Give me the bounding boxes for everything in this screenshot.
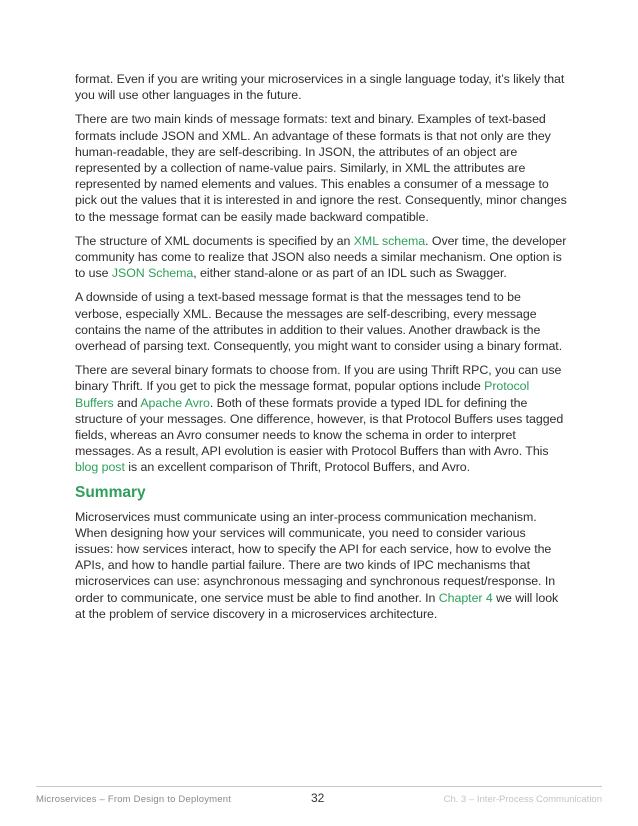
- paragraph-text: There are several binary formats to choose from. If you are using Thrift RPC, you can use binary Thrift. If you get to pick the message format, popular options include: [75, 363, 562, 394]
- paragraph-text: Microservices must communicate using an inter-process communication mechanism. When designing how your services will communicate, you need to consider various issues: how services interact, how to specify the API for each service, how to evolve the APIs, and how to handle partial failure. There are two kinds of IPC mechanisms that microservices can use: asynchronous messaging and synchronous request/response. In order to communicate, one service must be able to find another. In: [75, 509, 556, 605]
- protocol-buffers-link[interactable]: Protocol Buffers: [75, 379, 530, 410]
- summary-heading: Summary: [75, 483, 146, 501]
- page-footer: [36, 786, 602, 807]
- paragraph-text: we will look at the problem of service discovery in a microservices architecture.: [75, 590, 559, 621]
- page-content: [75, 71, 567, 630]
- json-schema-link[interactable]: JSON Schema: [111, 266, 194, 281]
- xml-schema-link[interactable]: XML schema: [353, 233, 426, 248]
- footer-book-title: Microservices – From Design to Deployment: [36, 794, 232, 805]
- paragraph-summary: [75, 509, 567, 622]
- paragraph-text: . Over time, the developer community has come to realize that JSON also needs a similar mechanism. One option is to use: [75, 233, 567, 281]
- page-number: 32: [311, 791, 325, 805]
- apache-avro-link[interactable]: Apache Avro: [140, 395, 210, 410]
- paragraph-text: . Both of these formats provide a typed IDL for defining the structure of your messages. One difference, however, is that Protocol Buffers uses tagged fields, whereas an Avro consumer needs to know the schema in order to interpret messages. As a result, API evolution is easier with Protocol Buffers than with Avro. This: [75, 395, 564, 459]
- chapter-4-link[interactable]: Chapter 4: [438, 590, 493, 605]
- paragraph-text: and: [113, 395, 141, 410]
- footer-row: [36, 787, 602, 807]
- paragraph-message-format-intro: format. Even if you are writing your microservices in a single language today, it’s likely that you will use other languages in the future.: [75, 72, 565, 103]
- paragraph-xml-schema: [75, 233, 567, 282]
- paragraph-text: is an excellent comparison of Thrift, Protocol Buffers, and Avro.: [124, 460, 471, 475]
- footer-chapter-title: Ch. 3 – Inter-Process Communication: [443, 794, 602, 805]
- paragraph-text-and-binary: There are two main kinds of message formats: text and binary. Examples of text-based formats include JSON and XML. An advantage of these formats is that not only are they human-readable, they are self-describing. In JSON, the attributes of an object are represented by a collection of name-value pairs. Similarly, in XML the attributes are represented by named elements and values. This enables a consumer of a message to pick out the values that it is interested in and ignore the rest. Consequently, minor changes to the message format can be easily made backward compatible.: [75, 112, 567, 224]
- blog-post-link[interactable]: blog post: [75, 460, 125, 475]
- paragraph-text: The structure of XML documents is specified by an: [75, 233, 354, 248]
- paragraph-binary-formats: [75, 362, 567, 475]
- paragraph-text: , either stand-alone or as part of an IDL such as Swagger.: [193, 266, 507, 281]
- paragraph-text-format-downside: A downside of using a text-based message format is that the messages tend to be verbose, especially XML. Because the messages are self-describing, every message contains the name of the attributes in addition to their values. Another drawback is the overhead of parsing text. Consequently, you might want to consider using a binary format.: [75, 290, 563, 354]
